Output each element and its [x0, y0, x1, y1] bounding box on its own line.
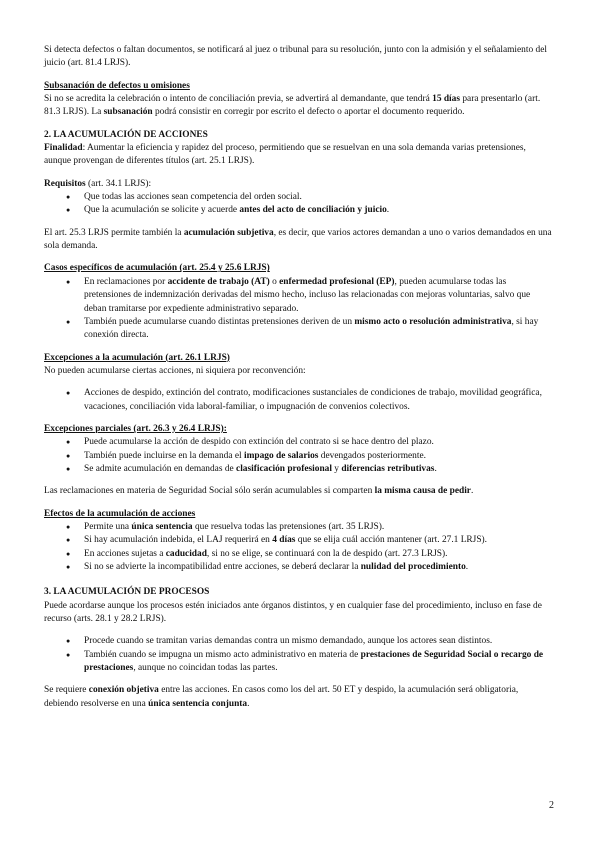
text-run: .: [247, 698, 250, 709]
bold-run: impago de salarios: [243, 450, 319, 461]
text-run: devengados posteriormente.: [318, 450, 426, 461]
text-run: Que la acumulación se solicite y acuerde: [84, 205, 240, 216]
text-run: También cuando se impugna un mismo acto administrativo en materia de: [84, 649, 361, 660]
text-run: Procede cuando se tramitan varias demandas contra un mismo demandado, aunque los actores sean distintos.: [84, 636, 493, 647]
excepciones-heading: Excepciones a la acumulación (art. 26.1 LRJS): [44, 352, 230, 363]
text-run: En reclamaciones por: [84, 276, 168, 287]
section-2-title: 2. LA ACUMULACIÓN DE ACCIONES: [44, 129, 208, 140]
bold-run: prestaciones de Seguridad Social o recargo de prestaciones: [84, 649, 544, 674]
list-item: [66, 561, 554, 574]
bold-run: antes del acto de conciliación y juicio: [239, 205, 387, 216]
bold-run: mismo acto o resolución administrativa: [354, 316, 512, 327]
requisitos-paragraph: [44, 178, 554, 191]
text-run: , si no se elige, se continuará con la de despido (art. 27.3 LRJS).: [206, 548, 448, 559]
procesos-list: [44, 635, 554, 675]
text-run: (art. 34.1 LRJS):: [85, 178, 152, 189]
text-run: También puede acumularse cuando distintas pretensiones deriven de un: [84, 316, 355, 327]
text-run: Que todas las acciones sean competencia del orden social.: [84, 192, 302, 203]
list-item: [66, 534, 554, 547]
bold-run: diferencias retributivas: [341, 463, 435, 474]
bold-run: 4 días: [272, 535, 296, 546]
list-item: [66, 521, 554, 534]
text-run: Se requiere: [44, 685, 89, 696]
text-run: Si no se advierte la incompatibilidad entre acciones, se deberá declarar la: [84, 562, 361, 572]
text-run: que se elija cuál acción mantener (art. 27.1 LRJS).: [295, 535, 488, 546]
page-number: 2: [549, 800, 554, 811]
excepciones-list: [44, 387, 554, 414]
list-item: [66, 649, 554, 676]
text-run: , aunque no coincidan todas las partes.: [133, 663, 278, 674]
seguridad-social-paragraph: [44, 485, 554, 498]
bold-run: caducidad: [165, 548, 207, 559]
text-run: .: [386, 205, 390, 216]
text-run: Se admite acumulación en demandas de: [84, 463, 237, 474]
text-run: Si hay acumulación indebida, el LAJ requerirá en: [84, 535, 273, 546]
text-run: Las reclamaciones en materia de Seguridad Social sólo serán acumulables si comparten: [44, 486, 375, 497]
bold-run: única sentencia conjunta: [148, 698, 248, 709]
text-run: .: [465, 562, 469, 572]
text-run: para presentarlo (art. 81.3 LRJS). La: [44, 94, 541, 118]
text-run: , si hay conexión directa.: [84, 316, 539, 341]
excepciones-paragraph: No pueden acumularse ciertas acciones, ni siquiera por reconvención:: [44, 365, 306, 376]
finalidad-label: Finalidad: [44, 143, 83, 154]
bold-run: 15 días: [432, 94, 460, 105]
text-run: En acciones sujetas a: [84, 548, 166, 559]
bold-run: subsanación: [103, 107, 153, 118]
text-run: podrá consistir en corregir por escrito el defecto o aportar el documento requerido.: [152, 107, 465, 118]
casos-heading: Casos específicos de acumulación (art. 25.4 y 25.6 LRJS): [44, 263, 270, 274]
bold-run: acumulación subjetiva: [183, 227, 274, 238]
procesos-closing-paragraph: [44, 684, 554, 711]
requisitos-list: [44, 191, 554, 218]
bold-run: clasificación profesional: [236, 463, 332, 474]
efectos-heading: Efectos de la acumulación de acciones: [44, 508, 196, 519]
list-item: [66, 191, 554, 204]
requisitos-label: Requisitos: [44, 178, 86, 189]
list-item: [66, 436, 554, 449]
casos-list: [44, 276, 554, 343]
excepciones-parciales-list: [44, 436, 554, 476]
text-run: entre las acciones. En casos como los del art. 50 ET y despido, la acumulación será obligatoria, debiendo resolverse en una: [44, 685, 519, 709]
list-item: [66, 450, 554, 463]
text-run: Permite una: [84, 521, 132, 532]
bold-run: accidente de trabajo (AT): [167, 276, 270, 287]
efectos-list: [44, 521, 554, 574]
list-item: [66, 387, 554, 414]
text-run: Puede acumularse la acción de despido con extinción del contrato si se hace dentro del plazo.: [84, 437, 434, 448]
bold-run: nulidad del procedimiento: [360, 562, 466, 572]
section-3-title: 3. LA ACUMULACIÓN DE PROCESOS: [44, 587, 210, 598]
text-run: Acciones de despido, extinción del contrato, modificaciones sustanciales de condiciones de trabajo, movilidad geográfica, vacaciones, conciliación vida laboral-familiar, o impugnación de convenios colectivos.: [84, 388, 542, 412]
page-content: [44, 44, 554, 711]
text-run: El art. 25.3 LRJS permite también la: [44, 227, 184, 238]
list-item: [66, 463, 554, 476]
text-run: que resuelva todas las pretensiones (art. 35 LRJS).: [192, 521, 385, 532]
list-item: [66, 316, 554, 343]
list-item: [66, 276, 554, 316]
text-run: También puede incluirse en la demanda el: [84, 450, 244, 461]
text-run: y: [331, 463, 342, 474]
intro-paragraph: Si detecta defectos o faltan documentos, se notificará al juez o tribunal para su resolución, junto con la admisión y el señalamiento del juicio (art. 81.4 LRJS).: [44, 45, 547, 69]
text-run: , pueden acumularse todas las pretensiones de indemnización derivadas del mismo hecho, incluso las relacionadas con mejoras voluntarias, salvo que deban tramitarse por expediente administrativo separado.: [84, 276, 531, 314]
list-item: [66, 548, 554, 561]
text-run: : Aumentar la eficiencia y rapidez del proceso, permitiendo que se resuelvan en una sola demanda varias pretensiones, aunque provengan de diferentes títulos (art. 25.1 LRJS).: [44, 143, 526, 167]
subjetiva-paragraph: [44, 227, 554, 254]
procesos-intro-paragraph: Puede acordarse aunque los procesos estén iniciados ante órganos distintos, y en cualquier fase del procedimiento, incluso en fase de recurso (arts. 28.1 y 28.2 LRJS).: [44, 600, 542, 625]
text-run: .: [470, 486, 474, 497]
subsanacion-heading: Subsanación de defectos u omisiones: [44, 80, 190, 91]
text-run: .: [434, 463, 437, 474]
text-run: o: [269, 276, 280, 287]
excepciones-parciales-heading: Excepciones parciales (art. 26.3 y 26.4 LRJS):: [44, 423, 227, 434]
list-item: [66, 204, 554, 217]
text-run: , es decir, que varios actores demandan a uno o varios demandados en una sola demanda.: [44, 227, 552, 252]
text-run: Si no se acredita la celebración o intento de conciliación previa, se advertirá al demandante, que tendrá: [44, 94, 433, 105]
bold-run: la misma causa de pedir: [374, 486, 471, 497]
subsanacion-paragraph: [44, 93, 554, 120]
bold-run: única sentencia: [131, 521, 193, 532]
list-item: [66, 635, 554, 648]
bold-run: conexión objetiva: [88, 685, 159, 696]
bold-run: enfermedad profesional (EP): [279, 276, 395, 287]
finalidad-paragraph: [44, 142, 554, 169]
